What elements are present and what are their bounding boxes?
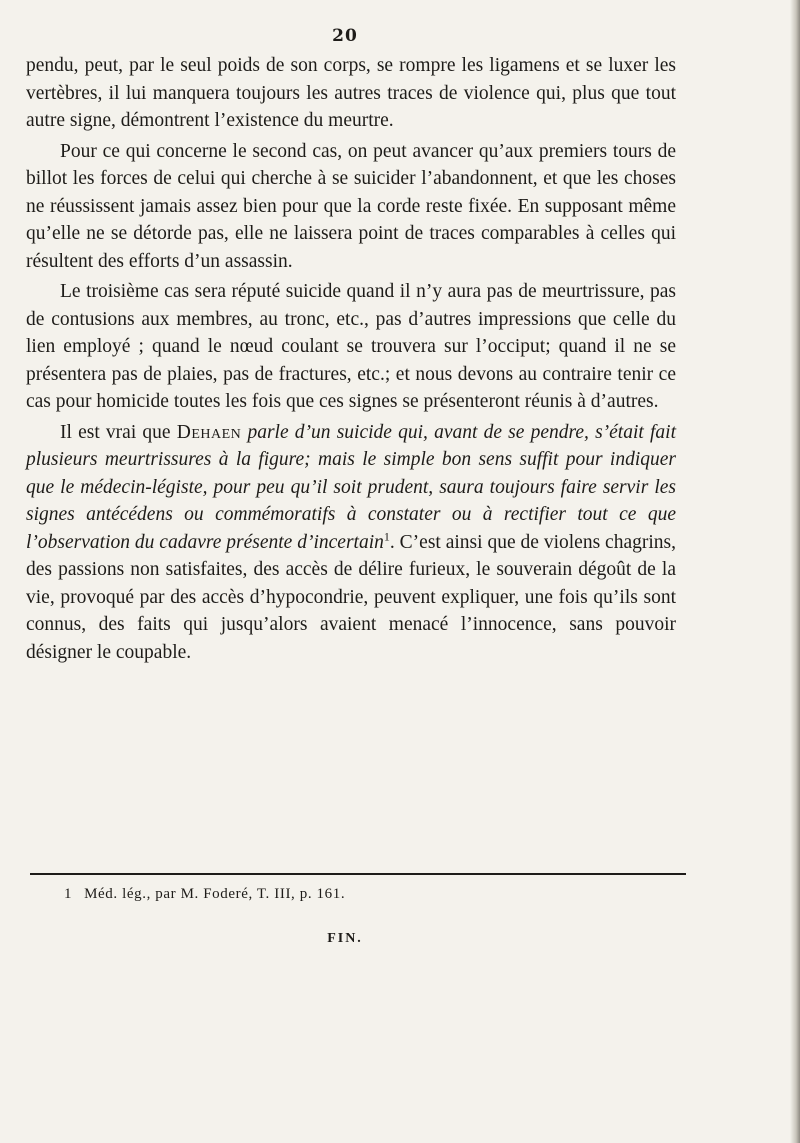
text-run: . C’est ainsi que de violens chagrins, des passions non satisfaites, des accès de délire furieux, le souverain dégoût de la vie, provoqué par des accès d’hypocondrie, peuvent expliquer, une fois qu’ils sont connus, des faits qui jusqu’alors avaient menacé l’innocence, sans pouvoir désigner le coupable.	[26, 531, 676, 663]
page-edge	[790, 0, 800, 1143]
fin-label: FIN.	[327, 931, 363, 946]
paragraph-2	[26, 138, 676, 276]
page-number: 20	[332, 26, 358, 46]
text-run: Il est vrai que	[60, 421, 177, 443]
footnote	[64, 886, 664, 903]
text-run: pendu, peut, par le seul poids de son corps, se rompre les ligamens et se luxer les vertèbres, il lui manquera toujours les autres traces de violence qui, plus que tout autre signe, démontrent l’existence du meurtre.	[26, 55, 676, 131]
footnote-rule	[30, 873, 686, 875]
text-run: Le troisième cas sera réputé suicide quand il n’y aura pas de meurtrissure, pas de contusions aux membres, au tronc, etc., pas d’autres impressions que celle du lien employé ; quand le nœud coulant se trouvera sur l’occiput; quand il ne se présentera pas de plaies, pas de fractures, etc.; et nous devons au contraire tenir ce cas pour homicide toutes les fois que ces signes se présenteront réunis à d’autres.	[26, 281, 676, 412]
italic-passage: parle d’un suicide qui, avant de se pendre, s’était fait plusieurs meurtrissures à la figure; mais le simple bon sens suffit pour indiquer que le médecin-légiste, pour peu qu’il soit prudent, saura toujours faire servir les signes antécédens ou commémoratifs à constater ou à rectifier tout ce que l’observation du cadavre présente d’incertain	[26, 421, 676, 553]
body-text	[26, 52, 676, 666]
author-name: Dehaen	[176, 421, 242, 443]
footnote-number: 1	[64, 886, 73, 902]
footnote-reference: 1	[383, 529, 390, 543]
text-run: Pour ce qui concerne le second cas, on peut avancer qu’aux premiers tours de billot les forces de celui qui cherche à se suicider l’abandonnent, et que les choses ne réussissent jamais assez bien pour que la corde reste fixée. En supposant même qu’elle ne se détorde pas, elle ne laissera point de traces comparables à celles qui résultent des efforts d’un assassin.	[26, 140, 676, 272]
paragraph-3	[26, 278, 676, 416]
paragraph-4	[26, 419, 676, 667]
paragraph-1	[26, 52, 676, 135]
footnote-text: Méd. lég., par M. Foderé, T. III, p. 161.	[84, 886, 346, 902]
